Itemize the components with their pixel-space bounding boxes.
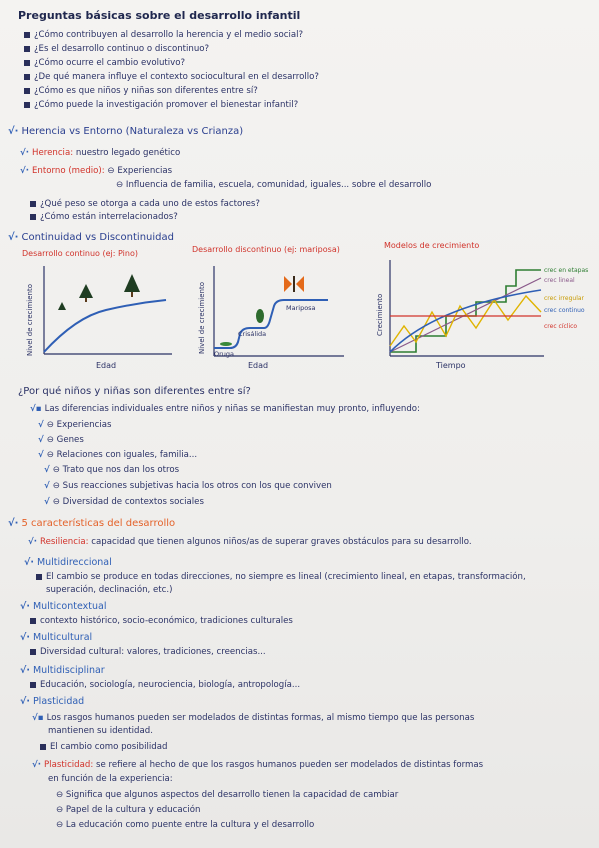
series-etapas	[390, 270, 541, 352]
herencia-question: ¿Cómo están interrelacionados?	[30, 212, 178, 223]
section-heading-diferencias: ¿Por qué niños y niñas son diferentes entre sí?	[18, 386, 251, 397]
multicontextual-text: contexto histórico, socio-económico, tradiciones culturales	[30, 616, 293, 627]
check-icon: √·	[32, 760, 41, 770]
chart3-xlabel: Tiempo	[436, 361, 466, 370]
plasticidad-text2: mantienen su identidad.	[48, 726, 153, 736]
caterpillar-icon	[220, 342, 232, 346]
check-icon: √	[44, 481, 50, 491]
question-item: ¿Cómo ocurre el cambio evolutivo?	[24, 58, 185, 69]
bullet-icon	[36, 574, 42, 580]
question-item: ¿Cómo es que niños y niñas son diferentes entre sí?	[24, 86, 258, 97]
check-icon: √·	[20, 632, 30, 643]
check-icon: √·	[8, 232, 19, 243]
question-item: ¿Cómo contribuyen al desarrollo la herencia y el medio social?	[24, 30, 303, 41]
plasticidad-def: √· Plasticidad: se refiere al hecho de que los rasgos humanos pueden ser modelados de distintas formas	[32, 760, 484, 770]
plasticidad-def3: ⊖ Significa que algunos aspectos del desarrollo tienen la capacidad de cambiar	[56, 790, 399, 800]
butterfly-icon	[284, 276, 304, 292]
page-title: Preguntas básicas sobre el desarrollo infantil	[18, 9, 301, 22]
multicontextual-heading: √· Multicontextual	[20, 601, 107, 612]
herencia-question: ¿Qué peso se otorga a cada uno de estos factores?	[30, 199, 260, 210]
bullet-icon	[24, 46, 30, 52]
legend-lineal: crec lineal	[544, 277, 575, 284]
multidireccional-text: El cambio se produce en todas direcciones, no siempre es lineal (crecimiento lineal, en etapas, transformación,	[36, 572, 526, 583]
entorno-detail: ⊖ Influencia de familia, escuela, comunidad, iguales... sobre el desarrollo	[116, 180, 432, 190]
chart2-title: Desarrollo discontinuo (ej: mariposa)	[192, 245, 340, 254]
chart1-xlabel: Edad	[96, 361, 117, 370]
chart2-label-oruga: Oruga	[214, 350, 235, 358]
diferencias-intro: √▪ Las diferencias individuales entre niños y niñas se manifiestan muy pronto, influyendo:	[30, 404, 420, 414]
diferencias-item: √ ⊖ Genes	[38, 435, 84, 445]
diferencias-item: √ ⊖ Sus reacciones subjetivas hacia los otros con los que conviven	[44, 481, 332, 491]
multicultural-heading: √· Multicultural	[20, 632, 93, 643]
check-icon: √·	[20, 166, 29, 176]
chart-modelos	[376, 256, 596, 372]
check-icon: √	[44, 465, 50, 475]
multicultural-text: Diversidad cultural: valores, tradiciones, creencias...	[30, 647, 266, 658]
check-icon: √·	[24, 557, 34, 568]
diferencias-item: √ ⊖ Diversidad de contextos sociales	[44, 497, 204, 507]
question-item: ¿De qué manera influye el contexto sociocultural en el desarrollo?	[24, 72, 319, 83]
check-icon: √	[44, 497, 50, 507]
bullet-icon	[30, 682, 36, 688]
chart2-ylabel: Nivel de crecimiento	[198, 282, 206, 354]
bullet-icon	[24, 102, 30, 108]
multidireccional-text2: superación, declinación, etc.)	[46, 585, 173, 595]
series-irregular	[390, 296, 541, 346]
question-item: ¿Cómo puede la investigación promover el bienestar infantil?	[24, 100, 298, 111]
resiliencia-line: √· Resiliencia: capacidad que tienen algunos niños/as de superar graves obstáculos para su desarrollo.	[28, 537, 472, 547]
check-icon: √·	[20, 696, 30, 707]
chart3-title: Modelos de crecimiento	[384, 241, 480, 250]
diferencias-item: √ ⊖ Trato que nos dan los otros	[44, 465, 180, 475]
diferencias-item: √ ⊖ Experiencias	[38, 420, 112, 430]
check-icon: √·	[8, 518, 19, 529]
legend-continuo: crec continuo	[544, 307, 585, 314]
bullet-icon	[24, 32, 30, 38]
bullet-icon	[24, 88, 30, 94]
tree-icon	[124, 274, 140, 297]
chart1-ylabel: Nivel de crecimiento	[26, 284, 34, 356]
plasticidad-def2: en función de la experiencia:	[48, 774, 173, 784]
multidisciplinar-heading: √· Multidisciplinar	[20, 665, 105, 676]
bullet-icon	[30, 618, 36, 624]
chart2-xlabel: Edad	[248, 361, 269, 370]
chrysalis-icon	[256, 309, 264, 323]
chart3-ylabel: Crecimiento	[376, 293, 384, 336]
bullet-icon	[24, 74, 30, 80]
check-icon: √	[38, 450, 44, 460]
multidisciplinar-text: Educación, sociología, neurociencia, biología, antropología...	[30, 680, 300, 691]
chart2-label-mariposa: Mariposa	[286, 304, 316, 312]
bullet-icon	[24, 60, 30, 66]
herencia-line: √· Herencia: nuestro legado genético	[20, 148, 181, 158]
check-icon: √·	[20, 601, 30, 612]
series-lineal	[390, 278, 541, 352]
chart-discontinuo	[198, 262, 348, 372]
section-heading-caracteristicas: √· 5 características del desarrollo	[8, 518, 176, 529]
plasticidad-text3: El cambio como posibilidad	[40, 742, 167, 753]
check-icon: √·	[20, 148, 29, 158]
diferencias-item: √ ⊖ Relaciones con iguales, familia...	[38, 450, 198, 460]
question-item: ¿Es el desarrollo continuo o discontinuo?	[24, 44, 209, 55]
check-icon: √▪	[32, 713, 44, 723]
chart1-title: Desarrollo continuo (ej: Pino)	[22, 249, 138, 258]
section-heading-herencia: √· Herencia vs Entorno (Naturaleza vs Crianza)	[8, 126, 244, 137]
entorno-line: √· Entorno (medio): ⊖ Experiencias	[20, 166, 173, 176]
bullet-icon	[30, 201, 36, 207]
tree-icon	[58, 302, 66, 310]
chart2-label-crisalida: Crisálida	[238, 330, 267, 338]
bullet-icon	[30, 214, 36, 220]
plasticidad-text: √▪ Los rasgos humanos pueden ser modelados de distintas formas, al mismo tiempo que las personas	[32, 713, 475, 723]
check-icon: √·	[20, 665, 30, 676]
plasticidad-def5: ⊖ La educación como puente entre la cultura y el desarrollo	[56, 820, 315, 830]
chart-continuo	[26, 262, 176, 372]
legend-ciclico: crec cíclico	[544, 323, 578, 330]
check-icon: √	[38, 435, 44, 445]
check-icon: √▪	[30, 404, 42, 414]
check-icon: √·	[8, 126, 19, 137]
plasticidad-def4: ⊖ Papel de la cultura y educación	[56, 805, 201, 815]
check-icon: √·	[28, 537, 37, 547]
plasticidad-heading: √· Plasticidad	[20, 696, 85, 707]
tree-icon	[79, 284, 93, 302]
bullet-icon	[30, 649, 36, 655]
legend-irregular: crec irregular	[544, 295, 585, 302]
series-continuo	[390, 290, 541, 352]
legend-etapas: crec en etapas	[544, 267, 589, 274]
bullet-icon	[40, 744, 46, 750]
check-icon: √	[38, 420, 44, 430]
multidireccional-heading: √· Multidireccional	[24, 557, 112, 568]
section-heading-continuidad: √· Continuidad vs Discontinuidad	[8, 232, 174, 243]
